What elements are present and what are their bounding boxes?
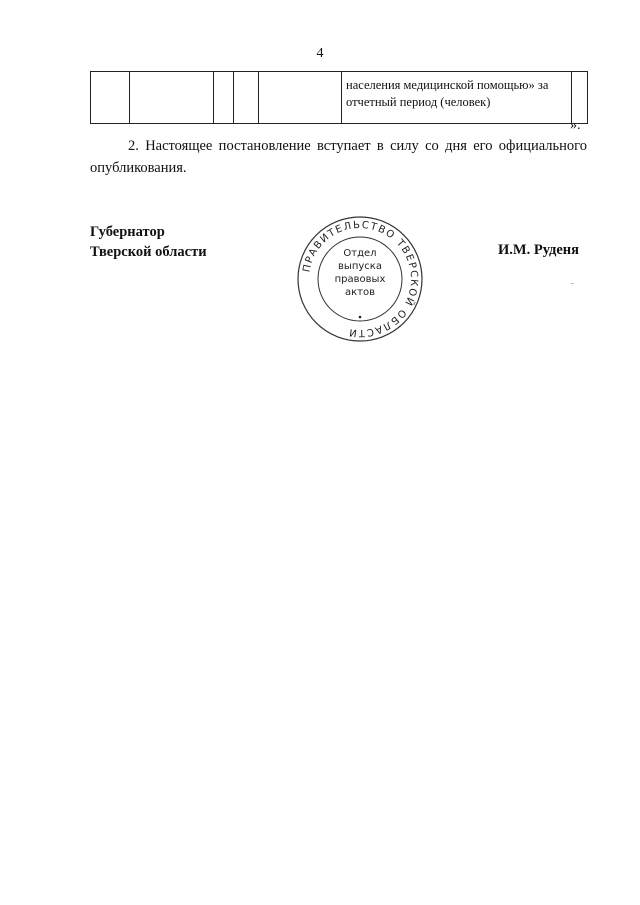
signatory-title-line: Губернатор <box>90 224 165 240</box>
table-cell-line: отчетный период (человек) <box>346 95 491 109</box>
signatory-title <box>90 222 207 262</box>
table-cell-line: населения медицинской помощью» за <box>346 78 549 92</box>
paragraph-effective-date: 2. Настоящее постановление вступает в силу со дня его официального опубликования. <box>90 138 587 176</box>
closing-quote: ». <box>570 118 581 133</box>
seal-center-line: Отдел <box>343 248 377 259</box>
seal-center-line: актов <box>344 287 376 298</box>
table-cell <box>572 72 588 124</box>
scan-speck <box>571 283 574 284</box>
seal-center-line: выпуска <box>338 261 382 272</box>
table-cell <box>130 72 214 124</box>
seal-dot <box>359 316 362 319</box>
seal-ring-text: ПРАВИТЕЛЬСТВО ТВЕРСКОЙ ОБЛАСТИ <box>301 219 420 339</box>
page-number: 4 <box>316 46 324 61</box>
table-cell-indicator <box>342 72 572 124</box>
signatory-name: И.М. Руденя <box>498 242 580 258</box>
official-seal <box>295 214 425 344</box>
table-fragment <box>90 71 588 124</box>
signatory-title-line: Тверской области <box>90 244 207 260</box>
table-cell <box>91 72 130 124</box>
seal-center-line: правовых <box>334 274 386 285</box>
table-cell <box>259 72 342 124</box>
table-cell <box>214 72 234 124</box>
table-cell <box>234 72 259 124</box>
table-row <box>91 72 588 124</box>
